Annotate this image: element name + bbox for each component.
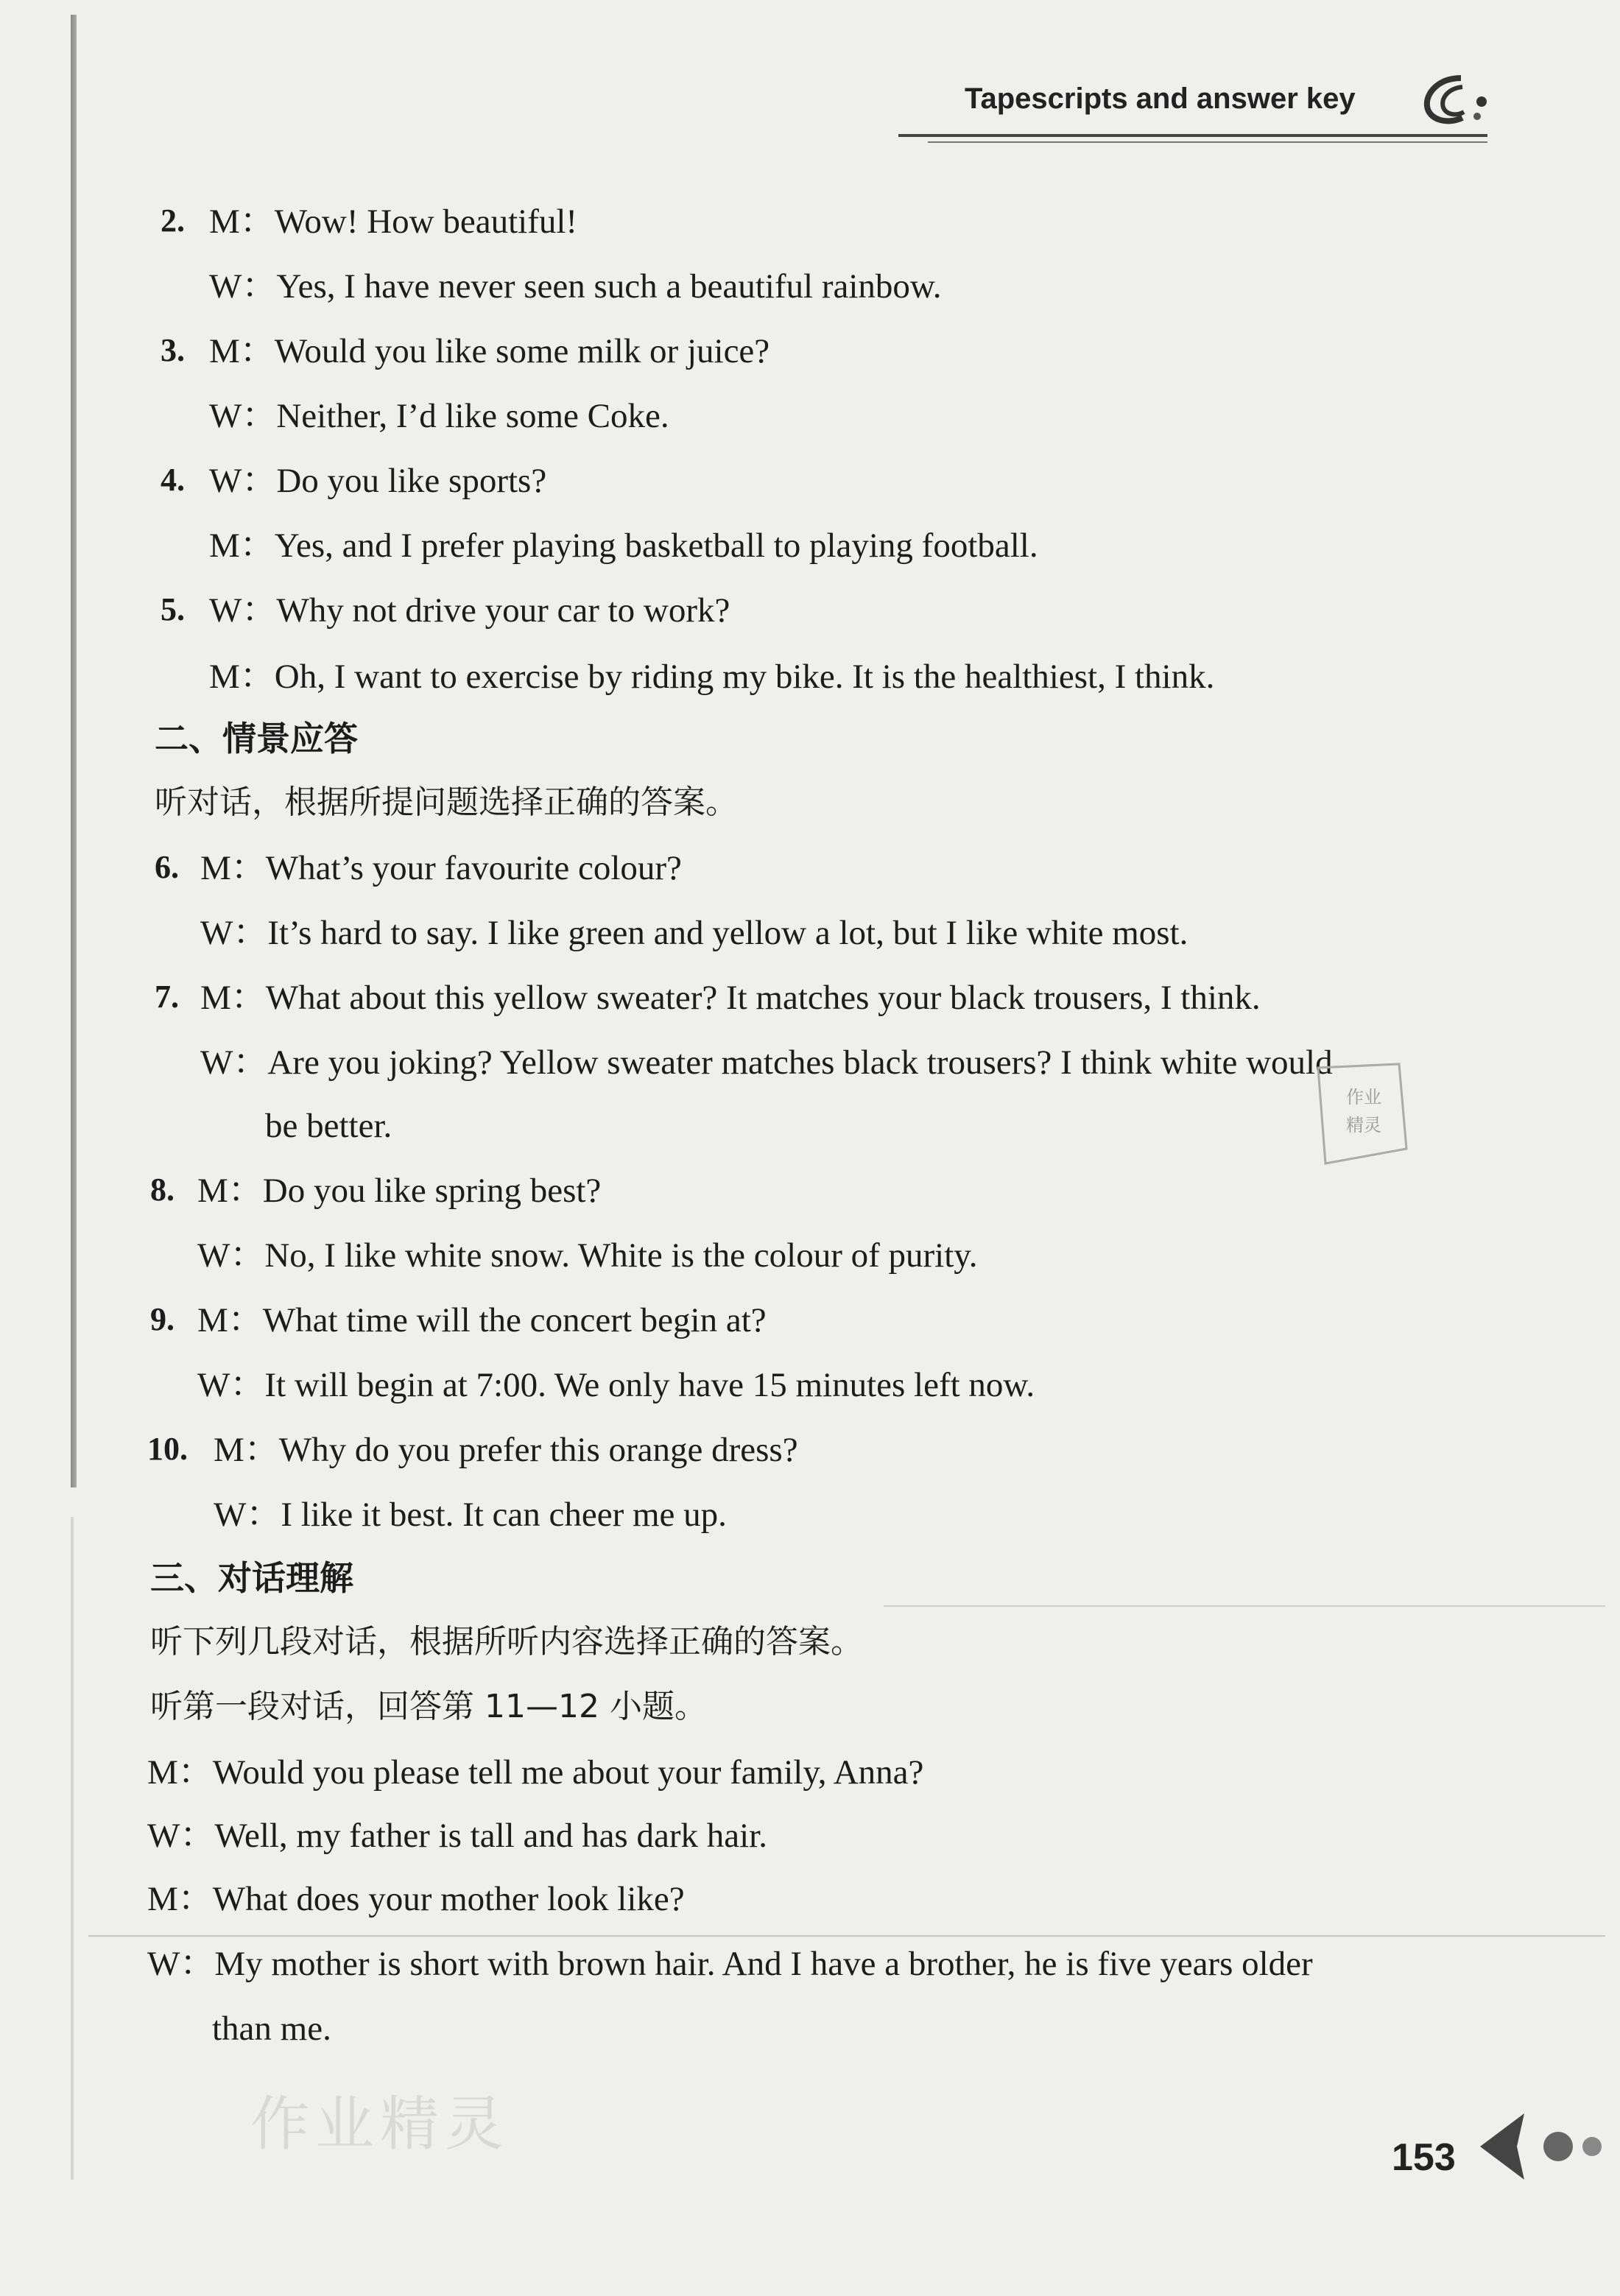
item-number: 4. — [161, 462, 185, 498]
book-spine-shadow — [71, 15, 77, 1487]
dialogue-line: W：Well, my father is tall and has dark hair. — [147, 1817, 767, 1855]
dialogue-line: M：What time will the concert begin at? — [197, 1301, 767, 1339]
page-arrow-icon — [1473, 2106, 1613, 2187]
stamp-text: 精灵 — [1346, 1115, 1381, 1135]
section-heading: 二、情景应答 — [155, 719, 358, 758]
dialogue-line: W：Yes, I have never seen such a beautiful rainbow. — [209, 267, 942, 306]
dialogue-line: M：What about this yellow sweater? It matches your black trousers, I think. — [200, 979, 1261, 1017]
dialogue-line: M：Do you like spring best? — [197, 1172, 602, 1210]
dialogue-line: than me. — [212, 2010, 331, 2048]
header-logo-icon — [1417, 71, 1498, 130]
dialogue-line: M：What’s your favourite colour? — [200, 849, 682, 887]
dialogue-line: M：Would you please tell me about your family, Anna? — [147, 1753, 924, 1792]
stamp-text: 作业 — [1346, 1087, 1381, 1107]
dialogue-line: W：Why not drive your car to work? — [209, 591, 730, 630]
watermark: 作业精灵 — [250, 2090, 510, 2158]
dialogue-line: W：No, I like white snow. White is the colour of purity. — [197, 1236, 978, 1275]
dialogue-line: W：My mother is short with brown hair. And I have a brother, he is five years older — [147, 1945, 1313, 1983]
header-title: Tapescripts and answer key — [965, 82, 1356, 115]
header-rule-thin — [928, 141, 1487, 143]
header-rule — [898, 134, 1487, 137]
section-instruction: 听下列几段对话，根据所听内容选择正确的答案。 — [150, 1623, 863, 1661]
dialogue-line: W：I like it best. It can cheer me up. — [214, 1496, 727, 1534]
section-heading: 三、对话理解 — [150, 1558, 353, 1598]
dialogue-line: W：Do you like sports? — [209, 462, 547, 500]
dialogue-line: M：Oh, I want to exercise by riding my bike. It is the healthiest, I think. — [209, 658, 1215, 696]
stamp-logo — [1311, 1060, 1414, 1171]
dialogue-line: W：Neither, I’d like some Coke. — [209, 397, 669, 435]
dialogue-line: W：It will begin at 7:00. We only have 15 minutes left now. — [197, 1366, 1035, 1404]
dialogue-line: M：Yes, and I prefer playing basketball to playing football. — [209, 527, 1038, 565]
item-number: 8. — [150, 1172, 175, 1208]
item-number: 2. — [161, 203, 185, 239]
item-number: 7. — [155, 979, 179, 1015]
dialogue-line: M：What does your mother look like? — [147, 1880, 685, 1918]
item-number: 3. — [161, 332, 185, 368]
dialogue-line: M：Why do you prefer this orange dress? — [214, 1431, 798, 1469]
page-number: 153 — [1392, 2136, 1456, 2179]
item-number: 5. — [161, 591, 185, 627]
dialogue-line: M：Would you like some milk or juice? — [209, 332, 770, 370]
dialogue-line: be better. — [265, 1107, 392, 1145]
dialogue-line: W：It’s hard to say. I like green and yellow a lot, but I like white most. — [200, 914, 1188, 952]
item-number: 6. — [155, 849, 179, 885]
item-number: 9. — [150, 1301, 175, 1337]
item-number: 10. — [147, 1431, 188, 1467]
section-instruction: 听对话，根据所提问题选择正确的答案。 — [155, 783, 738, 821]
dialogue-line: W：Are you joking? Yellow sweater matches black trousers? I think white would — [200, 1043, 1333, 1082]
paper-fold-line — [884, 1605, 1605, 1607]
book-spine-shadow-lower — [71, 1517, 74, 2180]
dialogue-line: M：Wow! How beautiful! — [209, 203, 578, 241]
paper-fold-line — [88, 1935, 1605, 1937]
section-sub-instruction: 听第一段对话，回答第 11—12 小题。 — [150, 1688, 707, 1725]
